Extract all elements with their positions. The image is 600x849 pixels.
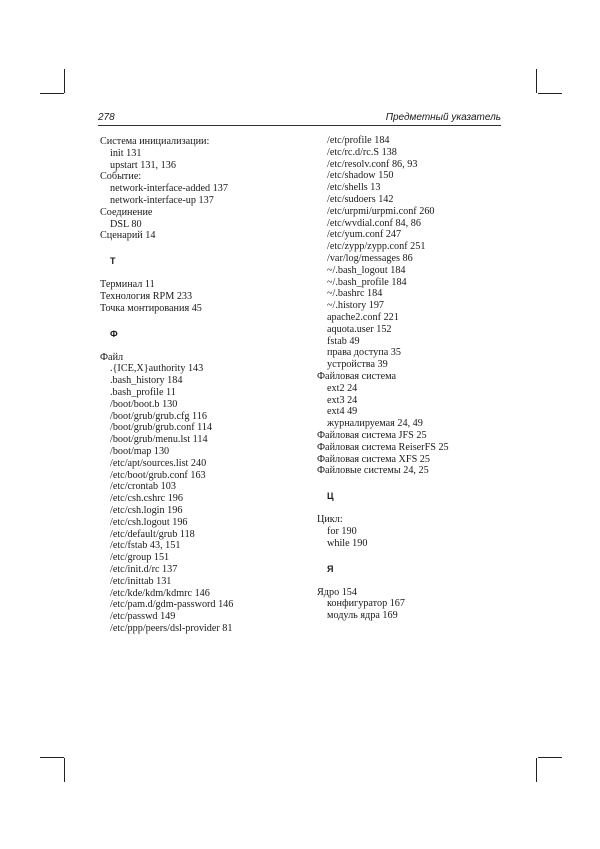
index-subentry: while 190 <box>327 537 368 549</box>
crop-mark <box>536 69 537 93</box>
index-subentry: /etc/profile 184 <box>327 135 390 146</box>
index-section-letter: Т <box>110 256 116 267</box>
index-entry: Соединение <box>100 206 153 218</box>
index-subentry: ~/.history 197 <box>327 300 385 312</box>
index-subentry: /etc/rc.d/rc.S 138 <box>327 146 397 158</box>
index-subentry: /etc/passwd 149 <box>110 611 176 623</box>
index-subentry: .{ICE,X}authority 143 <box>110 363 204 375</box>
index-subentry: for 190 <box>327 525 357 537</box>
index-subentry: /etc/fstab 43, 151 <box>110 540 181 552</box>
index-subentry: /boot/grub/grub.conf 114 <box>110 422 213 434</box>
index-entry: Система инициализации: <box>100 136 210 147</box>
index-subentry: /etc/init.d/rc 137 <box>110 563 178 575</box>
index-subentry: /etc/boot/grub.conf 163 <box>110 469 206 481</box>
index-subentry: ext4 49 <box>327 406 358 418</box>
header-rule <box>98 125 501 126</box>
index-subentry: /etc/wvdial.conf 84, 86 <box>327 217 421 229</box>
page-header <box>98 112 501 126</box>
index-subentry: модуль ядра 169 <box>327 610 398 622</box>
index-subentry: /etc/inittab 131 <box>110 575 172 587</box>
index-entry: Ядро 154 <box>317 586 357 598</box>
index-subentry: конфигуратор 167 <box>327 598 405 610</box>
index-subentry: /boot/map 130 <box>110 445 170 457</box>
index-subentry: /etc/csh.cshrc 196 <box>110 493 183 505</box>
index-subentry: /etc/urpmi/urpmi.conf 260 <box>327 205 435 217</box>
index-entry: Точка монтирования 45 <box>100 302 202 314</box>
index-subentry: ~/.bashrc 184 <box>327 288 383 300</box>
index-entry: Файловая система ReiserFS 25 <box>317 441 449 453</box>
index-subentry: ext2 24 <box>327 382 358 394</box>
index-section-letter: Я <box>327 563 334 574</box>
index-subentry: ~/.bash_profile 184 <box>327 276 407 288</box>
index-entry: Файловые системы 24, 25 <box>317 465 429 477</box>
index-section-letter: Ц <box>327 491 334 502</box>
index-subentry: fstab 49 <box>327 335 360 347</box>
index-subentry: network-interface-added 137 <box>110 183 228 195</box>
index-subentry: network-interface-up 137 <box>110 194 214 206</box>
crop-mark <box>538 757 562 758</box>
index-subentry: /boot/boot.b 130 <box>110 398 178 410</box>
crop-mark <box>40 757 64 758</box>
index-entry: Технология RPM 233 <box>100 290 193 302</box>
crop-mark <box>64 69 65 93</box>
index-subentry: /boot/grub/menu.lst 114 <box>110 434 208 446</box>
index-subentry: /var/log/messages 86 <box>327 252 413 264</box>
index-subentry: /boot/grub/grub.cfg 116 <box>110 410 207 422</box>
index-subentry: ext3 24 <box>327 394 358 406</box>
index-subentry: /etc/group 151 <box>110 552 170 564</box>
index-column-right <box>317 135 507 622</box>
index-subentry: /etc/kde/kdm/kdmrc 146 <box>110 587 210 599</box>
index-subentry: права доступа 35 <box>327 347 401 359</box>
index-subentry: /etc/apt/sources.list 240 <box>110 457 207 469</box>
index-subentry: /etc/shells 13 <box>327 182 381 194</box>
crop-mark <box>536 758 537 782</box>
index-subentry: /etc/pam.d/gdm-password 146 <box>110 599 234 611</box>
index-subentry: /etc/default/grub 118 <box>110 528 195 540</box>
index-subentry: ~/.bash_logout 184 <box>327 264 406 276</box>
page-title: Предметный указатель <box>385 112 501 123</box>
index-column-left <box>100 136 290 635</box>
crop-mark <box>40 93 64 94</box>
index-section-letter: Ф <box>110 328 118 339</box>
crop-mark <box>538 93 562 94</box>
index-subentry: apache2.conf 221 <box>327 311 399 323</box>
index-entry: Файловая система <box>317 370 396 382</box>
index-subentry: .bash_history 184 <box>110 375 183 387</box>
index-subentry: DSL 80 <box>110 218 142 230</box>
index-subentry: устройства 39 <box>327 359 388 371</box>
index-subentry: init 131 <box>110 147 142 159</box>
index-subentry: /etc/csh.logout 196 <box>110 516 188 528</box>
crop-mark <box>64 758 65 782</box>
index-subentry: /etc/crontab 103 <box>110 481 176 493</box>
index-entry: Файл <box>100 351 124 363</box>
index-entry: Сценарий 14 <box>100 230 156 242</box>
index-entry: Событие: <box>100 171 142 183</box>
index-subentry: .bash_profile 11 <box>110 386 176 398</box>
index-subentry: /etc/sudoers 142 <box>327 193 394 205</box>
index-subentry: aquota.user 152 <box>327 323 392 335</box>
index-subentry: /etc/csh.login 196 <box>110 504 183 516</box>
index-entry: Файловая система JFS 25 <box>317 429 427 441</box>
page-number: 278 <box>98 112 115 123</box>
index-subentry: /etc/ppp/peers/dsl-provider 81 <box>110 622 233 634</box>
index-subentry: upstart 131, 136 <box>110 159 176 171</box>
index-subentry: журналируемая 24, 49 <box>327 418 423 430</box>
index-subentry: /etc/yum.conf 247 <box>327 229 402 241</box>
index-subentry: /etc/shadow 150 <box>327 170 394 182</box>
index-entry: Терминал 11 <box>100 279 155 291</box>
index-entry: Файловая система XFS 25 <box>317 453 430 465</box>
index-subentry: /etc/zypp/zypp.conf 251 <box>327 241 426 253</box>
index-subentry: /etc/resolv.conf 86, 93 <box>327 158 418 170</box>
index-entry: Цикл: <box>317 514 343 526</box>
